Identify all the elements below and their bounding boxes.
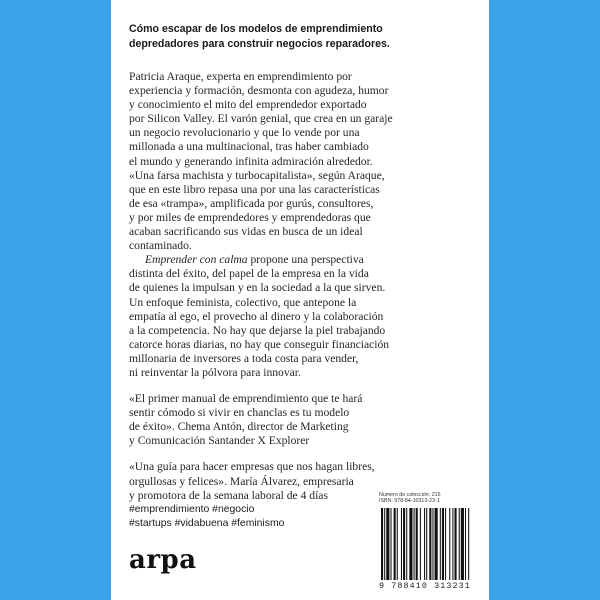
text-line: a la competencia. No hay que dejarse la piel trabajando <box>129 323 386 337</box>
text-line: y Comunicación Santander X Explorer <box>129 434 310 448</box>
left-color-band <box>0 0 111 600</box>
text-line: distinta del éxito, del papel de la empresa en la vida <box>129 267 369 281</box>
text-line: catorce horas diarias, no hay que conseguir financiación <box>129 337 390 351</box>
text-line: Un enfoque feminista, colectivo, que antepone la <box>129 295 357 309</box>
barcode-block <box>379 492 471 591</box>
testimonial-quote <box>129 392 481 448</box>
barcode-icon <box>379 508 471 580</box>
text-line: «Una guía para hacer empresas que nos hagan libres, <box>129 460 375 474</box>
text-line: y promotora de la semana laboral de 4 días <box>129 488 328 502</box>
text-fragment: propone una perspectiva <box>247 253 364 267</box>
text-line: Patricia Araque, experta en emprendimiento por <box>129 70 352 83</box>
right-color-band <box>489 0 600 600</box>
paragraph-intro <box>129 70 481 253</box>
text-line: orgullosas y felices». María Álvarez, empresaria <box>129 474 354 488</box>
text-line <box>129 253 481 267</box>
text-line: sentir cómodo si vivir en chanclas es tu modelo <box>129 406 350 420</box>
text-line: millonada a una multinacional, tras haber cambiado <box>129 140 369 154</box>
text-line: el mundo y generando infinita admiración alrededor. <box>129 154 373 168</box>
back-cover <box>111 0 489 600</box>
text-line: por Silicon Valley. El varón genial, que crea en un garaje <box>129 112 393 126</box>
barcode-digits: 9 788410 313231 <box>379 580 471 591</box>
text-line: de éxito». Chema Antón, director de Marketing <box>129 420 349 434</box>
text-line: experiencia y formación, desmonta con agudeza, humor <box>129 84 389 98</box>
text-line: que en este libro repasa una por una las características <box>129 182 380 196</box>
text-line: contaminado. <box>129 239 192 253</box>
text-line: y por miles de emprendedores y emprendedoras que <box>129 210 371 224</box>
headline-line: depredadores para construir negocios reparadores. <box>129 37 390 50</box>
text-line: de quienes la impulsan y en la sociedad a la que sirven. <box>129 281 386 295</box>
text-line: un negocio revolucionario y que lo vende por una <box>129 126 360 140</box>
text-line: «El primer manual de emprendimiento que te hará <box>129 392 363 406</box>
isbn-label: ISBN: 978-84-10313-23-1 <box>379 498 440 505</box>
text-line: ni reinventar la pólvora para innovar. <box>129 365 301 379</box>
text-line: de esa «trampa», amplificada por gurús, consultores, <box>129 196 374 210</box>
headline <box>129 22 479 51</box>
hashtags <box>129 503 359 532</box>
book-title-italic: Emprender con calma <box>145 253 248 267</box>
text-line: acaban sacrificando sus vidas en busca de un ideal <box>129 225 363 239</box>
collection-number: Numero de colección: 215 <box>379 492 441 498</box>
blurb <box>129 70 481 503</box>
headline-line: Cómo escapar de los modelos de emprendimiento <box>129 23 383 35</box>
hashtag-line: #emprendimiento #negocio <box>129 504 255 515</box>
text-line: «Una farsa machista y turbocapitalista», según Araque, <box>129 168 385 182</box>
text-line: y conocimiento el mito del emprendedor exportado <box>129 98 367 112</box>
text-line: millonaria de inversores a toda costa para vender, <box>129 351 359 365</box>
publisher-logo: arpa <box>129 545 197 575</box>
text-line: empatía al ego, el provecho al dinero y la colaboración <box>129 309 384 323</box>
hashtag-line: #startups #vidabuena #feminismo <box>129 518 285 530</box>
paragraph-proposal <box>129 253 481 380</box>
